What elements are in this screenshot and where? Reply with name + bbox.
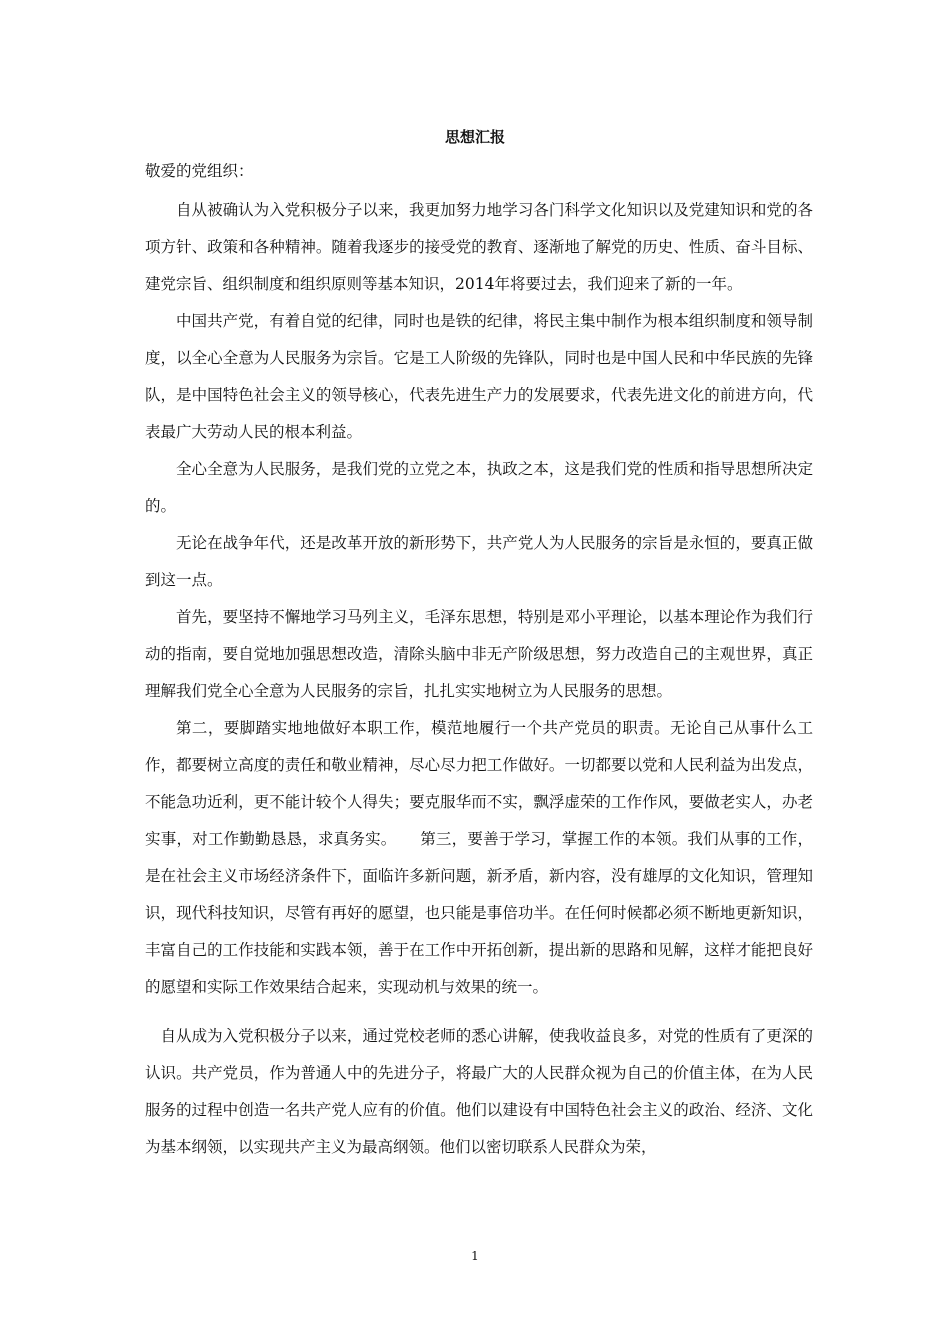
paragraph: 无论在战争年代，还是改革开放的新形势下，共产党人为人民服务的宗旨是永恒的，要真正做到这一点。: [145, 534, 813, 589]
paragraph: 第二，要脚踏实地地做好本职工作，模范地履行一个共产党员的职责。无论自己从事什么工作，都要树立高度的责任和敬业精神，尽心尽力把工作做好。一切都要以党和人民利益为出发点，不能急功近利，更不能计较个人得失；要克服华而不实，飘浮虚荣的工作作风，要做老实人，办老实事，对工作勤勤恳恳，求真务实。 第三，要善于学习，掌握工作的本领。我们从事的工作，是在社会主义市场经济条件下，面临许多新问题，新矛盾，新内容，没有雄厚的文化知识，管理知识，现代科技知识，尽管有再好的愿望，也只能是事倍功半。在任何时候都必须不断地更新知识，丰富自己的工作技能和实践本领，善于在工作中开拓创新，提出新的思路和见解，这样才能把良好的愿望和实际工作效果结合起来，实现动机与效果的统一。: [145, 719, 813, 996]
document-title: 思想汇报: [444, 128, 505, 146]
paragraph: 首先，要坚持不懈地学习马列主义，毛泽东思想，特别是邓小平理论，以基本理论作为我们行动的指南，要自觉地加强思想改造，清除头脑中非无产阶级思想，努力改造自己的主观世界，真正理解我们党全心全意为人民服务的宗旨，扎扎实实地树立为人民服务的思想。: [145, 608, 813, 700]
paragraph: 自从被确认为入党积极分子以来，我更加努力地学习各门科学文化知识以及党建知识和党的各项方针、政策和各种精神。随着我逐步的接受党的教育、逐渐地了解党的历史、性质、奋斗目标、建党宗旨、组织制度和组织原则等基本知识，2014年将要过去，我们迎来了新的一年。: [145, 201, 813, 293]
page-number: 1: [471, 1249, 479, 1263]
paragraph: 自从成为入党积极分子以来，通过党校老师的悉心讲解，使我收益良多，对党的性质有了更深的认识。共产党员，作为普通人中的先进分子，将最广大的人民群众视为自己的价值主体，在为人民服务的过程中创造一名共产党人应有的价值。他们以建设有中国特色社会主义的政治、经济、文化为基本纲领，以实现共产主义为最高纲领。他们以密切联系人民群众为荣，: [145, 1027, 813, 1156]
paragraph: 全心全意为人民服务，是我们党的立党之本，执政之本，这是我们党的性质和指导思想所决定的。: [145, 460, 813, 515]
document-body: [145, 192, 813, 1166]
salutation: 敬爱的党组织：: [145, 162, 254, 180]
paragraph: 中国共产党，有着自觉的纪律，同时也是铁的纪律，将民主集中制作为根本组织制度和领导制度，以全心全意为人民服务为宗旨。它是工人阶级的先锋队，同时也是中国人民和中华民族的先锋队，是中国特色社会主义的领导核心，代表先进生产力的发展要求，代表先进文化的前进方向，代表最广大劳动人民的根本利益。: [145, 312, 813, 441]
